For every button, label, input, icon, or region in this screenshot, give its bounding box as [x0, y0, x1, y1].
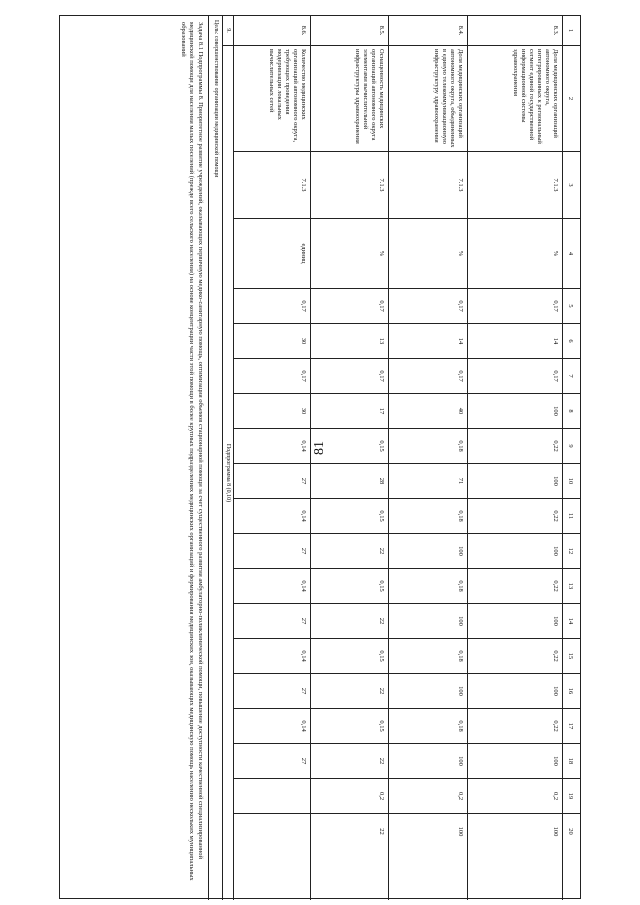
- table-cell: 100: [468, 394, 562, 429]
- goal-text: Цель: совершенствование организации медицинской помощи: [213, 20, 219, 178]
- table-cell: Доля медицинских организаций автономного округа, объединенных в единую телекоммуникационную инфраструктуру здравоохранения: [389, 46, 467, 152]
- table-cell: %: [468, 219, 562, 289]
- table-cell: 30: [234, 394, 310, 429]
- table-cell: %: [311, 219, 388, 289]
- table-cell: 0,18: [389, 709, 467, 744]
- table-cell: 0,17: [311, 289, 388, 324]
- table-cell: 17: [311, 394, 388, 429]
- table-cell: 7: [563, 359, 580, 394]
- table-cell: 8.4.: [389, 16, 467, 46]
- table-cell: 5: [563, 289, 580, 324]
- table-cell: 22: [311, 604, 388, 639]
- table-row: [467, 16, 562, 900]
- table-cell: 28: [311, 464, 388, 499]
- table-cell: 0,17: [389, 359, 467, 394]
- table-cell: 0,22: [468, 499, 562, 534]
- table-cell: 20: [567, 828, 574, 835]
- table-row: [388, 16, 467, 900]
- table-cell: 8: [563, 394, 580, 429]
- table-cell: 11: [563, 499, 580, 534]
- table-cell: 0,14: [234, 569, 310, 604]
- table-cell: 0,17: [389, 289, 467, 324]
- table-cell: 3: [563, 152, 580, 219]
- table-cell: 13: [311, 324, 388, 359]
- table-cell: 4: [563, 219, 580, 289]
- table-cell: 0,22: [468, 639, 562, 674]
- table-cell: 0,18: [389, 429, 467, 464]
- table-cell: 7.1.3: [311, 152, 388, 219]
- table-cell: 14: [389, 324, 467, 359]
- table-cell: 14: [563, 604, 580, 639]
- table-cell: 8.3.: [468, 16, 562, 46]
- table-cell: 30: [234, 324, 310, 359]
- table-cell: 27: [234, 674, 310, 709]
- table-cell: 16: [563, 674, 580, 709]
- table-cell: 0,15: [311, 639, 388, 674]
- table-cell: 0,17: [468, 289, 562, 324]
- table-cell: 14: [468, 324, 562, 359]
- table-cell: 40: [389, 394, 467, 429]
- table-cell: 9: [563, 429, 580, 464]
- table-cell: 27: [234, 604, 310, 639]
- goal-row: [208, 16, 222, 900]
- table-cell: 100: [468, 674, 562, 709]
- table-cell: 100: [457, 826, 464, 837]
- table-cell: 0,22: [468, 709, 562, 744]
- table-cell: 0,2: [389, 779, 467, 814]
- table-cell: 22: [311, 674, 388, 709]
- table-row: [310, 16, 388, 900]
- table-cell: 27: [234, 534, 310, 569]
- table-cell: 27: [234, 744, 310, 779]
- table-cell: 0,17: [468, 359, 562, 394]
- table-cell: 0,18: [389, 569, 467, 604]
- table-cell: 100: [468, 464, 562, 499]
- table-cell: 7.1.3: [468, 152, 562, 219]
- table-cell: единиц: [234, 219, 310, 289]
- table-cell: Количество медицинских организаций автономного округа, требующих проведения модернизации локальных вычислительных сетей: [234, 46, 310, 152]
- table-cell: 0,15: [311, 569, 388, 604]
- table-cell: Оснащенность медицинских организаций автономного округа элементами вычислительной инфраструктуры здравоохранения: [311, 46, 388, 152]
- table-cell: Доля медицинских организаций автономного округа, интегрированных к региональный сегмент единой государственной информационной системы здравоохранения: [468, 46, 562, 152]
- table-cell: 10: [563, 464, 580, 499]
- section-row: [222, 16, 233, 900]
- table-cell: [234, 779, 310, 814]
- section-number: 9.: [223, 16, 233, 46]
- table-cell: 2: [563, 46, 580, 152]
- table-cell: 100: [468, 744, 562, 779]
- table-cell: 0,14: [234, 639, 310, 674]
- table-cell: 100: [468, 534, 562, 569]
- table-cell: 0,22: [468, 429, 562, 464]
- table-cell: 6: [563, 324, 580, 359]
- table-cell: 22: [378, 828, 385, 835]
- table-cell: 0,2: [311, 779, 388, 814]
- table-cell: [234, 814, 310, 849]
- table-cell: 13: [563, 569, 580, 604]
- table-cell: 17: [563, 709, 580, 744]
- table-cell: 7.1.3: [389, 152, 467, 219]
- table-cell: 100: [552, 826, 559, 837]
- table-cell: 100: [389, 534, 467, 569]
- table-cell: 1: [563, 16, 580, 46]
- table-cell: 100: [389, 604, 467, 639]
- table-cell: 100: [389, 744, 467, 779]
- table-cell: 0,17: [234, 289, 310, 324]
- indicator-table: [59, 15, 581, 899]
- table-cell: 18: [563, 744, 580, 779]
- table-cell: 100: [389, 674, 467, 709]
- page-number: 81: [312, 441, 327, 455]
- table-cell: 7.1.3: [234, 152, 310, 219]
- table-cell: 8.6.: [234, 16, 310, 46]
- table-cell: 0,18: [389, 499, 467, 534]
- table-cell: 0,15: [311, 429, 388, 464]
- table-cell: 0,15: [311, 499, 388, 534]
- column-header-row: [562, 16, 580, 900]
- table-cell: 100: [468, 604, 562, 639]
- table-row: [233, 16, 310, 900]
- table-cell: 12: [563, 534, 580, 569]
- table-cell: 0,17: [234, 359, 310, 394]
- table-cell: 0,18: [389, 639, 467, 674]
- table-cell: 0,14: [234, 429, 310, 464]
- table-cell: 0,14: [234, 499, 310, 534]
- table-cell: 27: [234, 464, 310, 499]
- table-cell: 22: [311, 534, 388, 569]
- table-cell: 0,22: [468, 569, 562, 604]
- table-cell: 0,17: [311, 359, 388, 394]
- table-cell: %: [389, 219, 467, 289]
- table-cell: 0,2: [468, 779, 562, 814]
- table-cell: 71: [389, 464, 467, 499]
- table-cell: 0,15: [311, 709, 388, 744]
- table-cell: 22: [311, 744, 388, 779]
- task-text: Задача 8.1 Подпрограммы 8. Приоритетное развитие учреждений, оказывающих первичную медико-санитарную помощь, оптимизация объемов стационарной помощи за счет существенного развития амбулаторно-поликлинической помощи, повышение доступности качественной специализированной медицинской помощи для населения малых поселений (прежде всего сельского населения) на основе концентрации части этой помощи в более крупных подразделениях медицинских организаций и формирования медицинских зон, оказывающих медицинскую помощь населению нескольких муниципальных образований: [180, 22, 204, 881]
- table-cell: 15: [563, 639, 580, 674]
- table-cell: 0,14: [234, 709, 310, 744]
- section-title: Подпрограмма 8 (0,10): [225, 443, 231, 503]
- table-cell: 8.5.: [311, 16, 388, 46]
- table-cell: 19: [563, 779, 580, 814]
